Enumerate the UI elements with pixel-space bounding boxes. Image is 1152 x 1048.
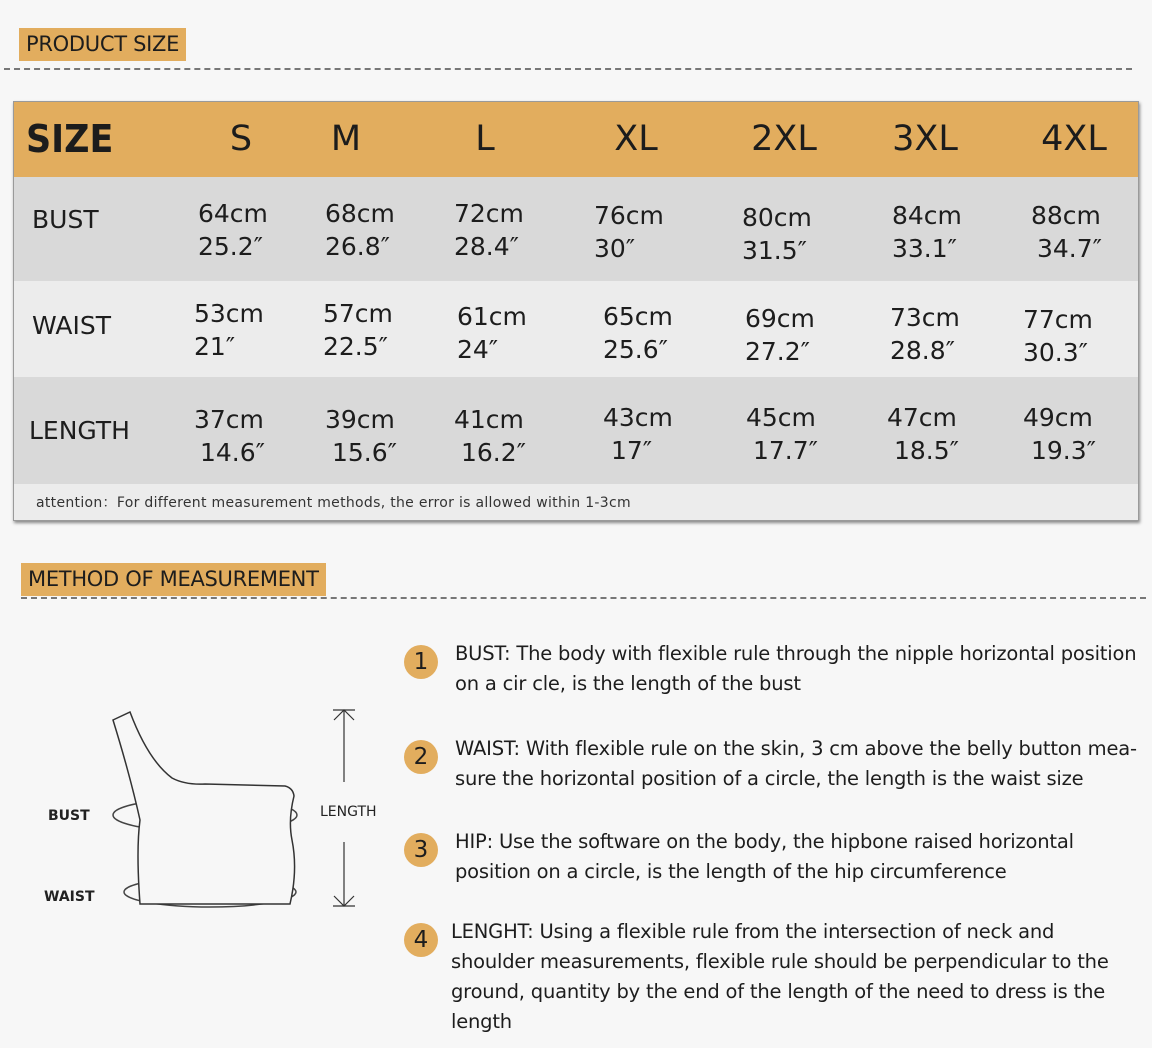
product-size-heading: PRODUCT SIZE [19,28,186,61]
table-cell: 57cm 22.5″ [323,299,393,361]
measurement-note: attention：For different measurement methods, the error is allowed within 1-3cm [36,495,631,511]
size-col-l: L [475,119,495,159]
step-number-badge: 3 [404,833,438,867]
step-number-badge: 1 [404,645,438,679]
section-divider [4,68,1132,70]
table-cell: 65cm 25.6″ [603,302,673,364]
step-text: LENGHT: Using a flexible rule from the intersection of neck and shoulder measurements, flexible rule should be perpendicular to the ground, quantity by the end of the length of the need to dress is the length [451,920,1109,1033]
table-cell: 76cm 30″ [594,201,664,263]
step-number-badge: 2 [404,740,438,774]
size-col-3xl: 3XL [892,119,958,159]
step-text: HIP: Use the software on the body, the hipbone raised horizontal position on a circle, is the length of the hip circumference [455,830,1074,883]
table-cell: 47cm 18.5″ [887,403,960,465]
table-cell: 49cm 19.3″ [1023,403,1097,465]
size-col-4xl: 4XL [1041,119,1107,159]
table-cell: 39cm 15.6″ [325,405,398,467]
row-label-bust: BUST [32,205,99,234]
garment-diagram [30,700,390,920]
size-col-m: M [330,119,362,159]
table-row-bust [14,177,1138,281]
table-cell: 77cm 30.3″ [1023,305,1093,367]
table-cell: 72cm 28.4″ [454,199,524,261]
row-label-waist: WAIST [32,311,111,340]
size-col-s: S [229,119,253,159]
size-col-2xl: 2XL [751,119,817,159]
table-cell: 68cm 26.8″ [325,199,395,261]
table-cell: 45cm 17.7″ [746,403,819,465]
table-cell: 64cm 25.2″ [198,199,268,261]
diagram-length-label: LENGTH [320,804,377,820]
table-cell: 53cm 21″ [194,299,264,361]
diagram-waist-label: WAIST [44,889,95,905]
table-cell: 43cm 17″ [603,403,673,465]
size-table [13,101,1139,521]
table-cell: 41cm 16.2″ [454,405,527,467]
table-cell: 88cm 34.7″ [1031,201,1103,263]
method-heading: METHOD OF MEASUREMENT [21,563,326,596]
step-text: BUST: The body with flexible rule through the nipple horizontal position on a cir cle, is the length of the bust [455,642,1137,695]
table-cell: 80cm 31.5″ [742,203,812,265]
step-text: WAIST: With flexible rule on the skin, 3 cm above the belly button mea-sure the horizontal position of a circle, the length is the waist size [455,737,1137,790]
step-number-badge: 4 [404,923,438,957]
table-cell: 61cm 24″ [457,302,527,364]
table-cell: 73cm 28.8″ [890,303,960,365]
table-cell: 69cm 27.2″ [745,304,815,366]
table-header [14,102,1138,177]
table-cell: 37cm 14.6″ [194,405,266,467]
table-row-length [14,377,1138,484]
row-label-length: LENGTH [29,416,130,445]
size-header-label: SIZE [26,117,114,161]
size-col-xl: XL [614,119,658,159]
table-row-waist [14,281,1138,377]
diagram-bust-label: BUST [48,808,90,824]
table-cell: 84cm 33.1″ [892,201,962,263]
section-divider [21,597,1146,599]
